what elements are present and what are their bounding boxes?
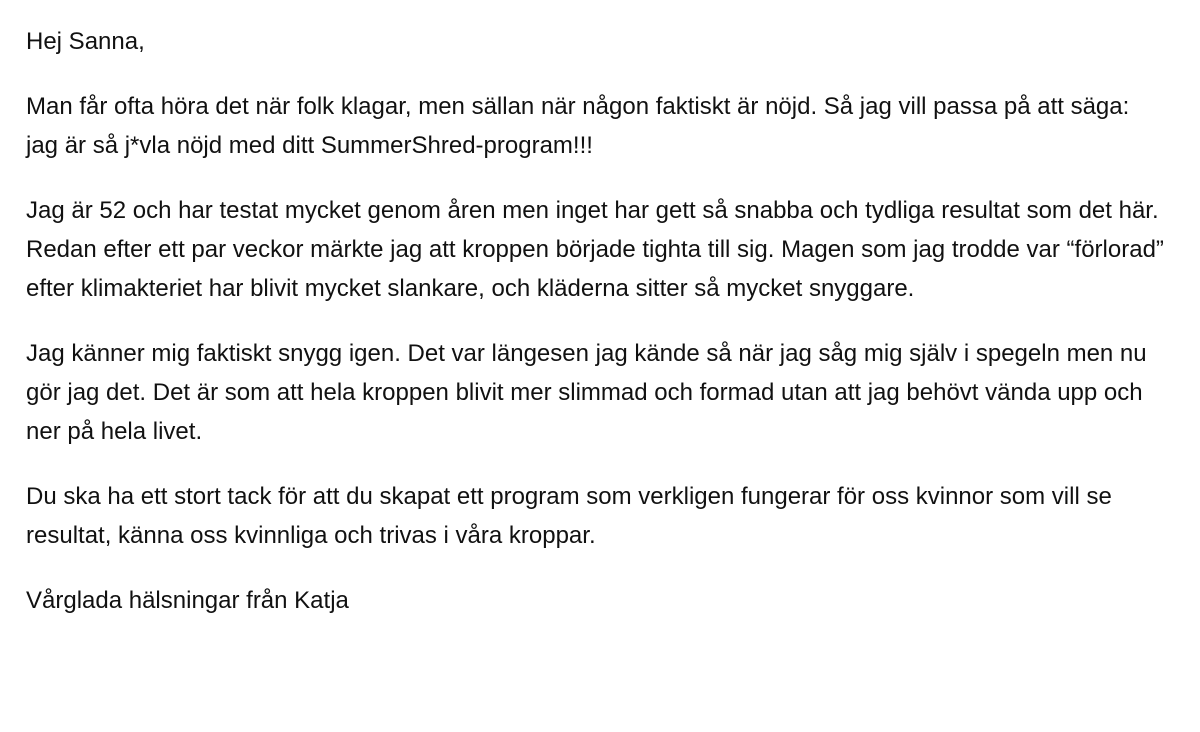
email-paragraph-1: Man får ofta höra det när folk klagar, men sällan när någon faktiskt är nöjd. Så jag vill passa på att säga: jag är så j*vla nöjd med ditt SummerShred-program!!! bbox=[26, 93, 1130, 159]
email-greeting: Hej Sanna, bbox=[26, 28, 145, 55]
email-paragraph-4: Du ska ha ett stort tack för att du skapat ett program som verkligen fungerar för oss kvinnor som vill se resultat, känna oss kvinnliga och trivas i våra kroppar. bbox=[26, 483, 1112, 549]
email-signoff: Vårglada hälsningar från Katja bbox=[26, 587, 349, 614]
email-body bbox=[26, 22, 1166, 646]
email-paragraph-3: Jag känner mig faktiskt snygg igen. Det var längesen jag kände så när jag såg mig själv i spegeln men nu gör jag det. Det är som att hela kroppen blivit mer slimmad och formad utan att jag behövt vända upp och ner på hela livet. bbox=[26, 340, 1147, 445]
email-paragraph-2: Jag är 52 och har testat mycket genom åren men inget har gett så snabba och tydliga resultat som det här. Redan efter ett par veckor märkte jag att kroppen började tighta till sig. Magen som jag trodde var “förlorad” efter klimakteriet har blivit mycket slankare, och kläderna sitter så mycket snyggare. bbox=[26, 197, 1164, 302]
